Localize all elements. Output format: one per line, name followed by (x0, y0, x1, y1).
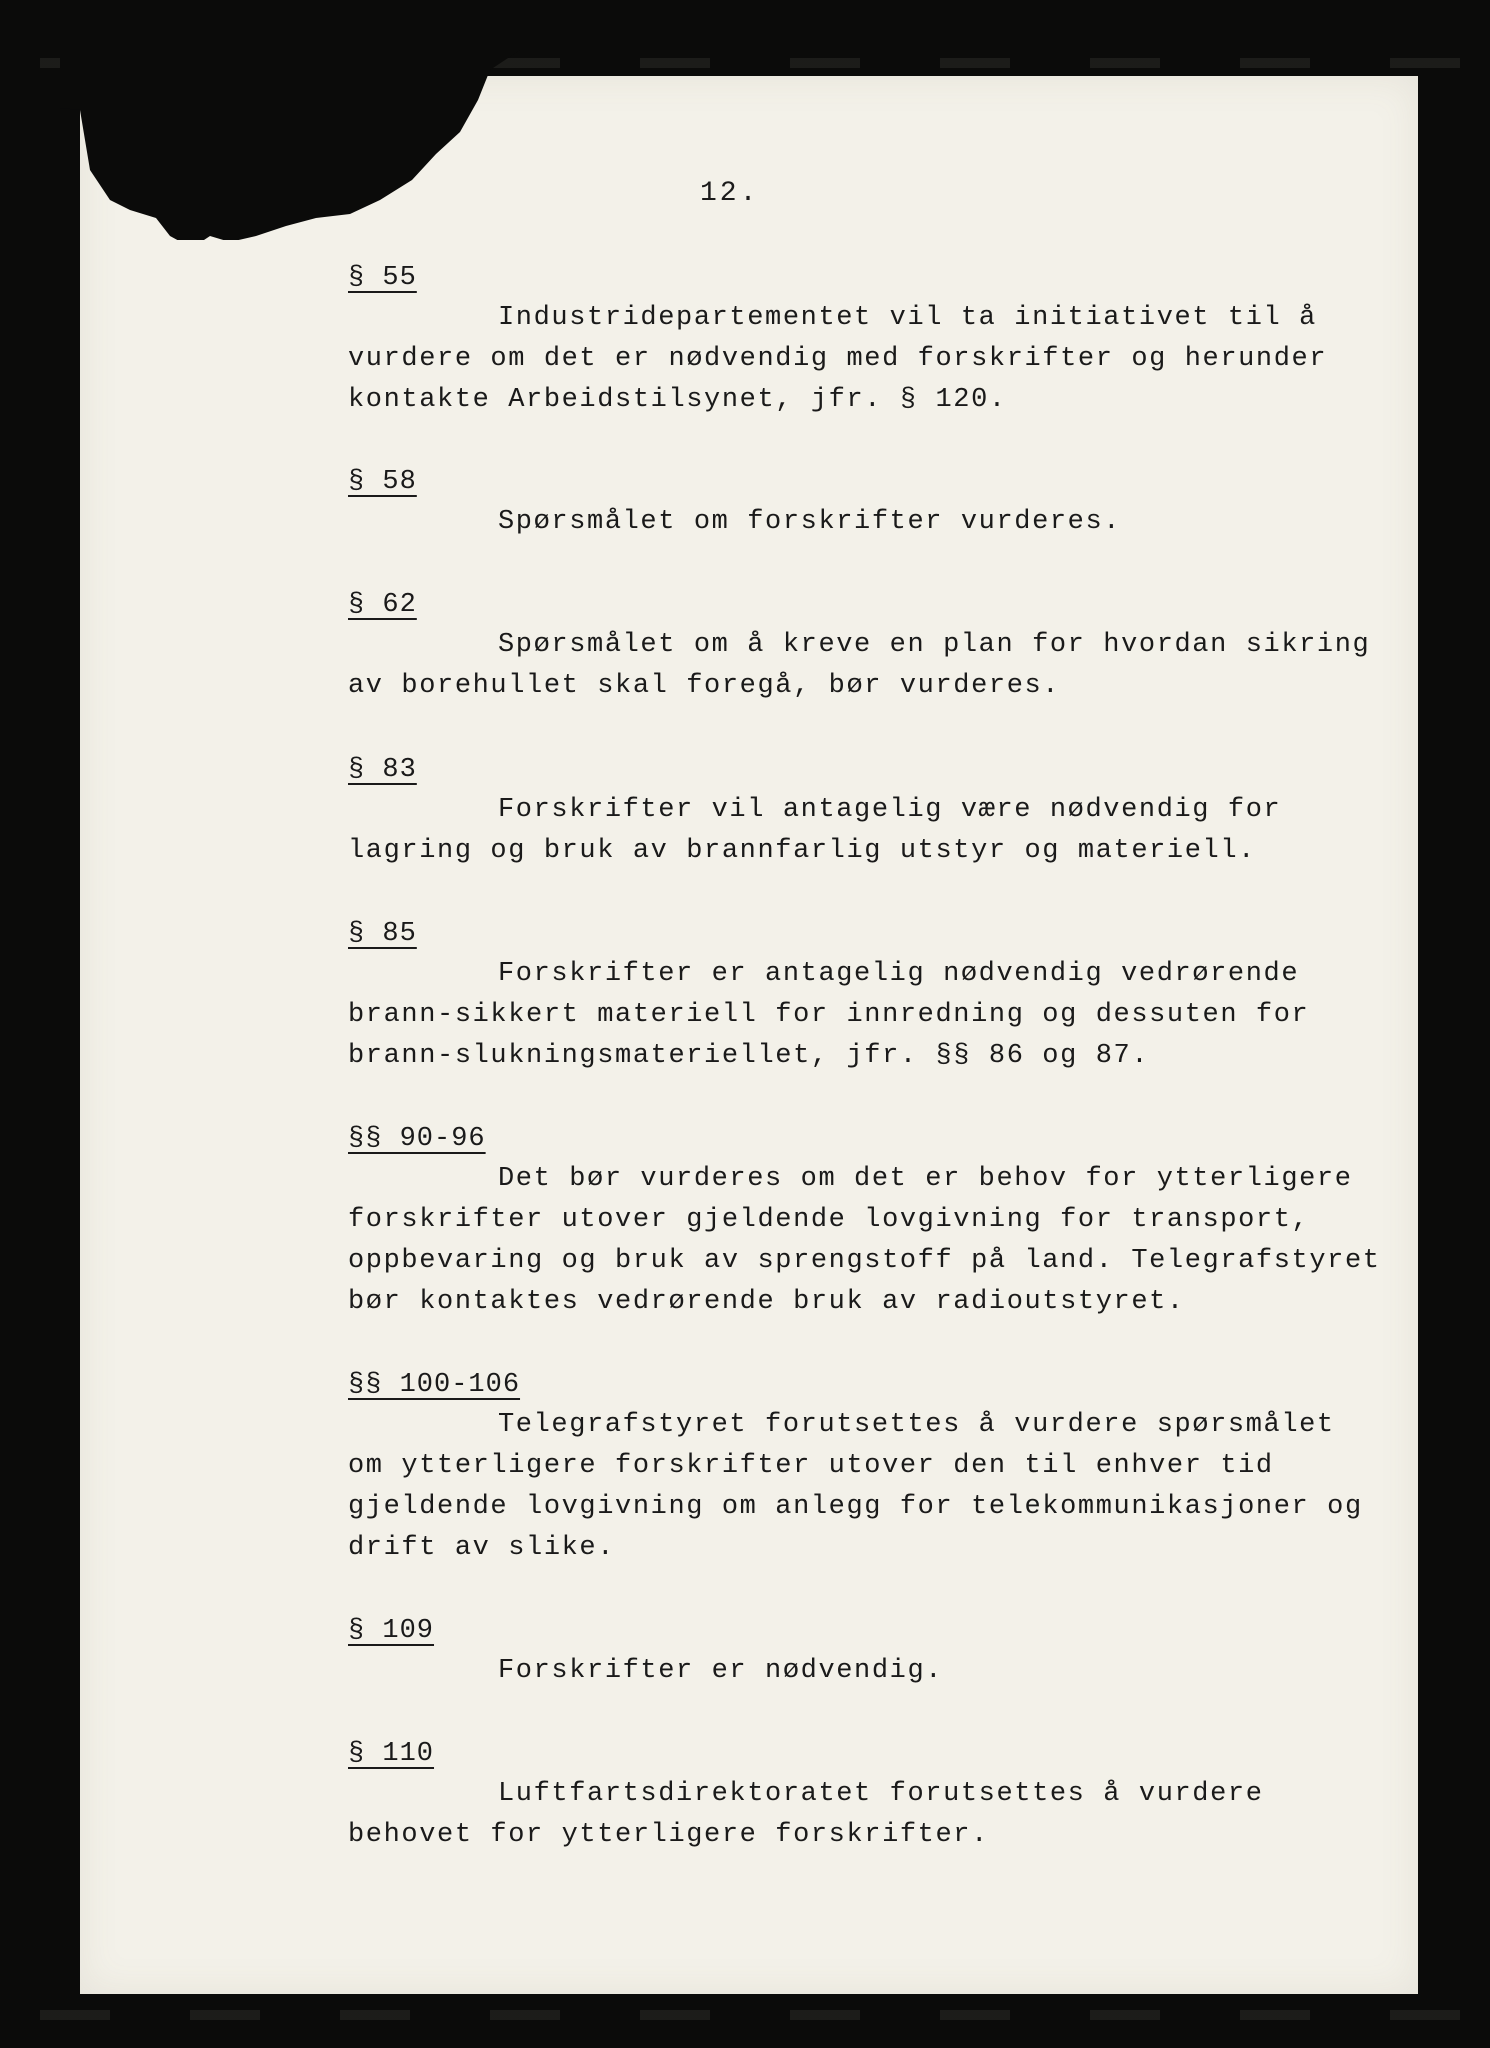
section-body: Forskrifter er antagelig nødvendig vedrørende brann-sikkert materiell for innredning og dessuten for brann-slukningsmateriellet, jfr. §§ 86 og 87. (348, 959, 1310, 1071)
section-body: Spørsmålet om å kreve en plan for hvordan sikring av borehullet skal foregå, bør vurderes. (348, 630, 1371, 701)
section-90-96 (348, 1119, 1388, 1323)
section-heading: § 62 (348, 590, 417, 620)
section-body: Spørsmålet om forskrifter vurderes. (498, 507, 1122, 537)
section-62 (348, 585, 1388, 707)
section-body: Forskrifter vil antagelig være nødvendig for lagring og bruk av brannfarlig utstyr og materiell. (348, 795, 1282, 866)
section-heading: §§ 100-106 (348, 1370, 521, 1400)
section-body: Det bør vurderes om det er behov for ytterligere forskrifter utover gjeldende lovgivning for transport, oppbevaring og bruk av sprengstoff på land. Telegrafstyret bør kontaktes vedrørende bruk av radioutstyret. (348, 1164, 1381, 1317)
section-heading: §§ 90-96 (348, 1124, 486, 1154)
section-heading: § 110 (348, 1739, 435, 1769)
section-58 (348, 462, 1388, 543)
section-body: Industridepartementet vil ta initiativet til å vurdere om det er nødvendig med forskrifter og herunder kontakte Arbeidstilsynet, jfr. § 120. (348, 303, 1328, 415)
section-body: Luftfartsdirektoratet forutsettes å vurdere behovet for ytterligere forskrifter. (348, 1779, 1264, 1850)
section-heading: § 109 (348, 1616, 435, 1646)
section-heading: § 85 (348, 919, 417, 949)
scan-border-bottom (0, 2010, 1490, 2020)
section-83 (348, 750, 1388, 872)
section-55 (348, 258, 1388, 421)
section-heading: § 83 (348, 755, 417, 785)
section-body: Telegrafstyret forutsettes å vurdere spørsmålet om ytterligere forskrifter utover den til enhver tid gjeldende lovgivning om anlegg for telekommunikasjoner og drift av slike. (348, 1410, 1363, 1563)
torn-corner-damage (60, 50, 520, 240)
page-number: 12. (700, 178, 760, 209)
section-109 (348, 1611, 1388, 1692)
section-heading: § 55 (348, 263, 417, 293)
section-body: Forskrifter er nødvendig. (498, 1656, 944, 1686)
section-110 (348, 1734, 1388, 1856)
section-85 (348, 914, 1388, 1077)
section-heading: § 58 (348, 467, 417, 497)
section-100-106 (348, 1365, 1388, 1569)
